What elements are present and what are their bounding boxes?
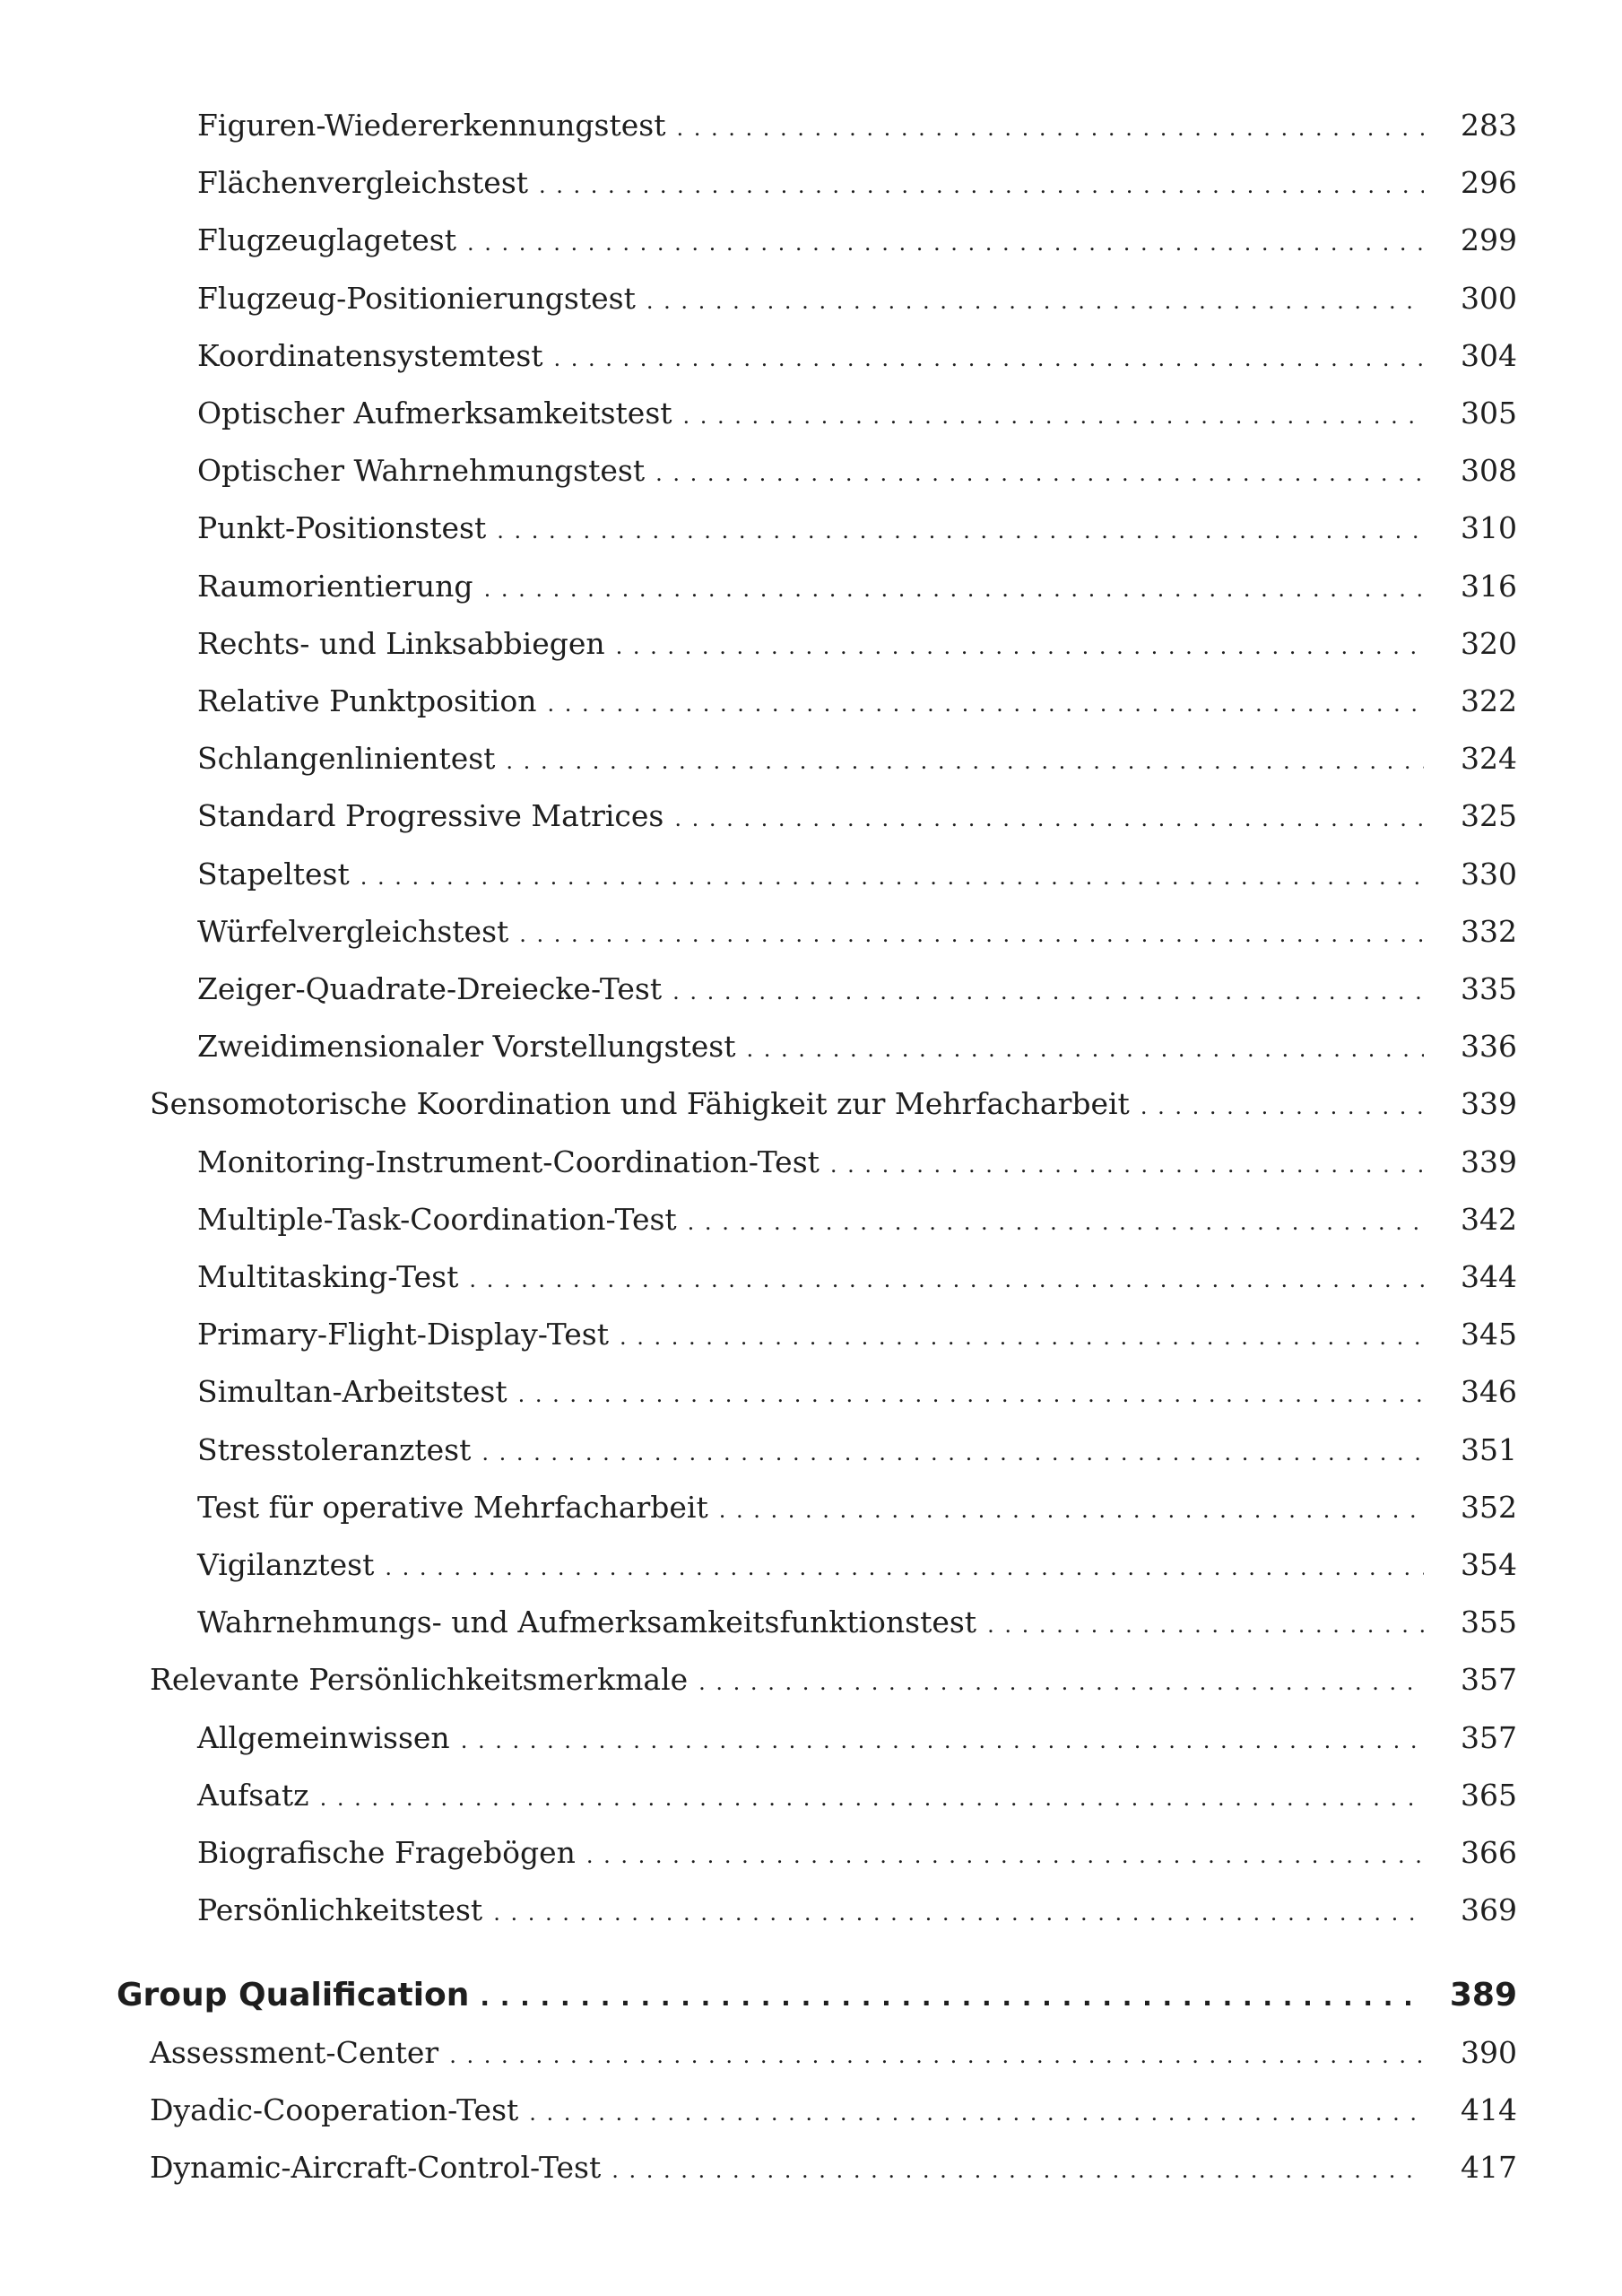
toc-entry-title: Optischer Wahrnehmungstest bbox=[197, 453, 646, 488]
toc-entry-title: Relative Punktposition bbox=[197, 683, 537, 718]
toc-entry-title: Vigilanztest bbox=[197, 1547, 375, 1582]
toc-entry-title: Multitasking-Test bbox=[197, 1259, 459, 1294]
toc-page-number: 390 bbox=[1461, 2035, 1517, 2070]
dot-leader bbox=[519, 922, 1424, 947]
dot-leader bbox=[683, 404, 1424, 429]
toc-entry-title: Flächenvergleichstest bbox=[197, 165, 529, 200]
toc-page-number: 344 bbox=[1461, 1259, 1517, 1294]
dot-leader bbox=[674, 806, 1424, 831]
toc-page-number: 283 bbox=[1461, 108, 1517, 143]
toc-entry-title: Biografische Fragebögen bbox=[197, 1835, 576, 1870]
toc-page-number: 300 bbox=[1461, 281, 1517, 316]
toc-page-number: 305 bbox=[1461, 396, 1517, 430]
dot-leader bbox=[547, 691, 1424, 717]
toc-subsection-entry bbox=[0, 108, 1622, 151]
toc-subsection-entry bbox=[0, 338, 1622, 381]
toc-page-number: 308 bbox=[1461, 453, 1517, 488]
toc-entry-title: Persönlichkeitstest bbox=[197, 1892, 483, 1927]
toc-entry-title: Relevante Persönlichkeitsmerkmale bbox=[150, 1662, 689, 1697]
dot-leader bbox=[620, 1325, 1424, 1350]
toc-subsection-entry bbox=[0, 281, 1622, 324]
dot-leader bbox=[612, 2158, 1424, 2183]
toc-page-number: 357 bbox=[1461, 1662, 1517, 1697]
toc-page-number: 339 bbox=[1461, 1086, 1517, 1121]
toc-page-number: 316 bbox=[1461, 569, 1517, 604]
toc-subsection-entry bbox=[0, 1259, 1622, 1302]
toc-entry-title: Zeiger-Quadrate-Dreiecke-Test bbox=[197, 971, 663, 1006]
toc-section-entry bbox=[0, 2092, 1622, 2135]
toc-entry-title: Dyadic-Cooperation-Test bbox=[150, 2092, 519, 2127]
toc-subsection-entry bbox=[0, 510, 1622, 553]
toc-subsection-entry bbox=[0, 1144, 1622, 1187]
toc-page-number: 352 bbox=[1461, 1490, 1517, 1525]
dot-leader bbox=[554, 346, 1424, 371]
dot-leader bbox=[529, 2100, 1424, 2126]
dot-leader bbox=[616, 634, 1424, 659]
toc-subsection-entry bbox=[0, 798, 1622, 841]
toc-entry-title: Zweidimensionaler Vorstellungstest bbox=[197, 1029, 736, 1064]
toc-entry-title: Würfelvergleichstest bbox=[197, 914, 509, 949]
toc-entry-title: Punkt-Positionstest bbox=[197, 510, 487, 545]
dot-leader bbox=[746, 1037, 1424, 1062]
toc-entry-title: Koordinatensystemtest bbox=[197, 338, 543, 373]
toc-entry-title: Assessment-Center bbox=[150, 2035, 439, 2070]
toc-subsection-entry bbox=[0, 1547, 1622, 1590]
toc-entry-title: Aufsatz bbox=[197, 1778, 309, 1813]
dot-leader bbox=[385, 1555, 1424, 1580]
dot-leader bbox=[646, 289, 1424, 314]
toc-page-number: 330 bbox=[1461, 857, 1517, 891]
toc-page-number: 351 bbox=[1461, 1432, 1517, 1467]
dot-leader bbox=[688, 1210, 1424, 1235]
toc-entry-title: Dynamic-Aircraft-Control-Test bbox=[150, 2150, 602, 2185]
toc-entry-title: Monitoring-Instrument-Coordination-Test bbox=[197, 1144, 820, 1179]
dot-leader bbox=[449, 2043, 1424, 2068]
toc-subsection-entry bbox=[0, 1202, 1622, 1245]
toc-entry-title: Standard Progressive Matrices bbox=[197, 798, 664, 833]
toc-page-number: 320 bbox=[1461, 626, 1517, 661]
toc-subsection-entry bbox=[0, 1778, 1622, 1821]
toc-entry-title: Sensomotorische Koordination und Fähigkeit zur Mehrfacharbeit bbox=[150, 1086, 1130, 1121]
toc-page-number: 414 bbox=[1461, 2092, 1517, 2127]
toc-page-number: 339 bbox=[1461, 1144, 1517, 1179]
toc-section-entry bbox=[0, 1662, 1622, 1705]
toc-entry-title: Primary-Flight-Display-Test bbox=[197, 1317, 609, 1352]
toc-page-number: 369 bbox=[1461, 1892, 1517, 1927]
toc-page-number: 322 bbox=[1461, 683, 1517, 718]
dot-leader bbox=[539, 173, 1424, 198]
toc-entry-title: Wahrnehmungs- und Aufmerksamkeitsfunktionstest bbox=[197, 1605, 977, 1639]
dot-leader bbox=[469, 1267, 1424, 1292]
dot-leader bbox=[480, 1982, 1424, 2012]
toc-subsection-entry bbox=[0, 741, 1622, 784]
toc-page-number: 304 bbox=[1461, 338, 1517, 373]
dot-leader bbox=[461, 1728, 1424, 1753]
dot-leader bbox=[467, 230, 1424, 256]
dot-leader bbox=[830, 1152, 1424, 1178]
toc-subsection-entry bbox=[0, 1029, 1622, 1072]
dot-leader bbox=[676, 116, 1424, 141]
toc-page-number: 296 bbox=[1461, 165, 1517, 200]
toc-entry-title: Test für operative Mehrfacharbeit bbox=[197, 1490, 708, 1525]
toc-entry-title: Flugzeuglagetest bbox=[197, 222, 456, 257]
toc-entry-title: Group Qualification bbox=[117, 1977, 470, 2013]
toc-subsection-entry bbox=[0, 1374, 1622, 1417]
toc-chapter-entry bbox=[0, 1977, 1622, 2020]
toc-subsection-entry bbox=[0, 1720, 1622, 1763]
toc-subsection-entry bbox=[0, 683, 1622, 726]
toc-subsection-entry bbox=[0, 165, 1622, 208]
toc-subsection-entry bbox=[0, 1317, 1622, 1360]
dot-leader bbox=[481, 1440, 1424, 1465]
toc-page-number: 346 bbox=[1461, 1374, 1517, 1409]
toc-subsection-entry bbox=[0, 222, 1622, 265]
toc-entry-title: Figuren-Wiedererkennungstest bbox=[197, 108, 666, 143]
toc-page-number: 325 bbox=[1461, 798, 1517, 833]
toc-section-entry bbox=[0, 2150, 1622, 2193]
toc-page-number: 299 bbox=[1461, 222, 1517, 257]
toc-page-number: 365 bbox=[1461, 1778, 1517, 1813]
dot-leader bbox=[360, 865, 1424, 890]
toc-page-number: 342 bbox=[1461, 1202, 1517, 1237]
toc-subsection-entry bbox=[0, 857, 1622, 900]
dot-leader bbox=[518, 1382, 1424, 1407]
toc-entry-title: Flugzeug-Positionierungstest bbox=[197, 281, 636, 316]
dot-leader bbox=[672, 979, 1424, 1004]
toc-subsection-entry bbox=[0, 453, 1622, 496]
toc-entry-title: Raumorientierung bbox=[197, 569, 473, 604]
toc-entry-title: Simultan-Arbeitstest bbox=[197, 1374, 507, 1409]
toc-page-number: 324 bbox=[1461, 741, 1517, 776]
toc-section-entry bbox=[0, 2035, 1622, 2078]
toc-page-number: 332 bbox=[1461, 914, 1517, 949]
dot-leader bbox=[987, 1613, 1424, 1638]
toc-entry-title: Stapeltest bbox=[197, 857, 350, 891]
dot-leader bbox=[655, 461, 1424, 486]
toc-subsection-entry bbox=[0, 569, 1622, 612]
dot-leader bbox=[320, 1786, 1424, 1811]
toc-subsection-entry bbox=[0, 971, 1622, 1014]
dot-leader bbox=[698, 1670, 1424, 1695]
toc-subsection-entry bbox=[0, 396, 1622, 439]
toc-page-number: 345 bbox=[1461, 1317, 1517, 1352]
toc-page-number: 354 bbox=[1461, 1547, 1517, 1582]
dot-leader bbox=[586, 1843, 1424, 1868]
toc-entry-title: Optischer Aufmerksamkeitstest bbox=[197, 396, 672, 430]
dot-leader bbox=[484, 577, 1424, 602]
toc-page-number: 389 bbox=[1449, 1977, 1517, 2013]
toc-subsection-entry bbox=[0, 1490, 1622, 1533]
toc-section-entry bbox=[0, 1086, 1622, 1129]
toc-entry-title: Schlangenlinientest bbox=[197, 741, 496, 776]
toc-subsection-entry bbox=[0, 1432, 1622, 1475]
toc-page-number: 357 bbox=[1461, 1720, 1517, 1755]
dot-leader bbox=[497, 518, 1424, 544]
dot-leader bbox=[1141, 1094, 1424, 1119]
toc-page-number: 335 bbox=[1461, 971, 1517, 1006]
toc-subsection-entry bbox=[0, 1835, 1622, 1878]
toc-page-number: 310 bbox=[1461, 510, 1517, 545]
dot-leader bbox=[493, 1900, 1424, 1926]
toc-entry-title: Stresstoleranztest bbox=[197, 1432, 472, 1467]
toc-subsection-entry bbox=[0, 914, 1622, 957]
toc-page-number: 366 bbox=[1461, 1835, 1517, 1870]
toc-entry-title: Multiple-Task-Coordination-Test bbox=[197, 1202, 677, 1237]
toc-entry-title: Allgemeinwissen bbox=[197, 1720, 450, 1755]
toc-entry-title: Rechts- und Linksabbiegen bbox=[197, 626, 605, 661]
toc-page-number: 355 bbox=[1461, 1605, 1517, 1639]
toc-subsection-entry bbox=[0, 1605, 1622, 1648]
toc-page-number: 417 bbox=[1461, 2150, 1517, 2185]
toc-subsection-entry bbox=[0, 1892, 1622, 1935]
toc-subsection-entry bbox=[0, 626, 1622, 669]
dot-leader bbox=[719, 1498, 1424, 1523]
toc-page-number: 336 bbox=[1461, 1029, 1517, 1064]
dot-leader bbox=[506, 749, 1424, 774]
